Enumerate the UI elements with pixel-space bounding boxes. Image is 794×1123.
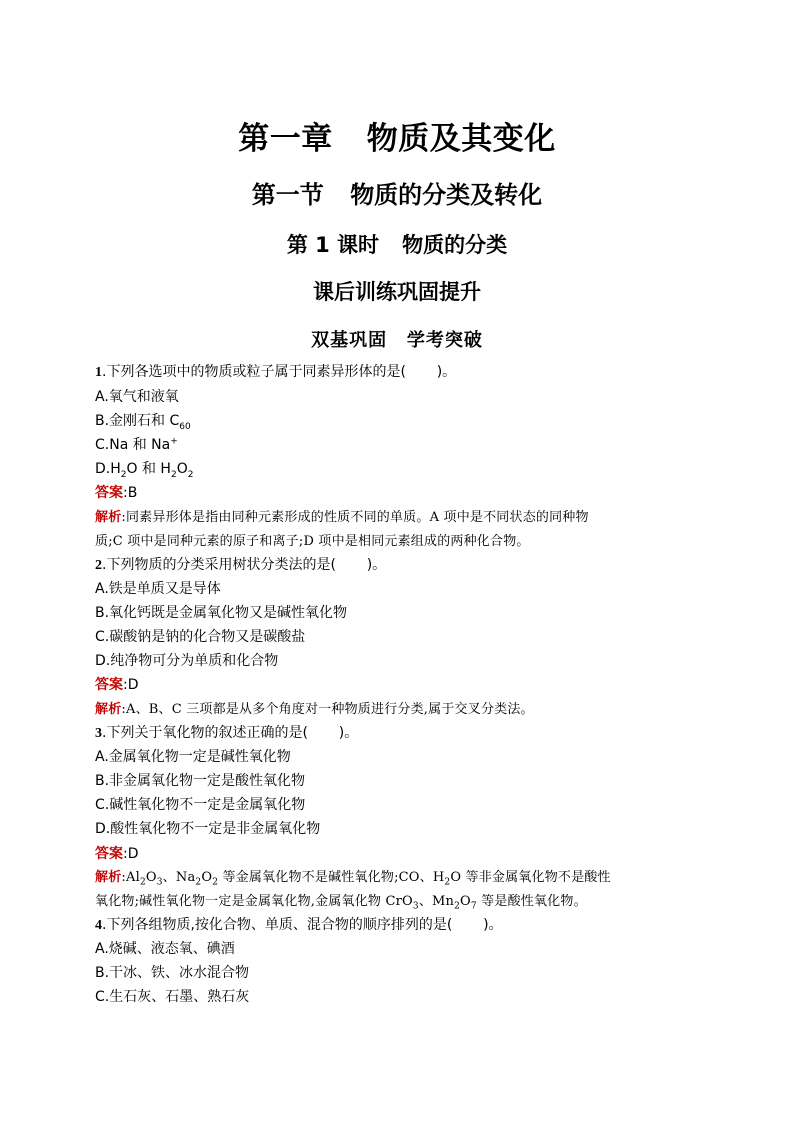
chapter-title: 物质及其变化 — [366, 121, 556, 157]
question-2-option-d: D.纯净物可分为单质和化合物 — [95, 653, 279, 669]
analysis-label: 解析 — [95, 870, 122, 885]
question-1-analysis-line-1 — [95, 509, 589, 527]
answer-value: :D — [123, 846, 139, 862]
subscript: 2 — [170, 469, 177, 480]
question-1-option-d — [95, 460, 193, 478]
question-number: 4 — [95, 918, 102, 933]
stem-text: .下列各选项中的物质或粒子属于同素异形体的是( — [102, 364, 406, 380]
subscript: 7 — [470, 901, 477, 912]
subscript: 2 — [120, 469, 127, 480]
formula-part: O 和 H — [126, 461, 171, 477]
question-3-option-d: D.酸性氧化物不一定是非金属氧化物 — [95, 821, 321, 837]
option-text: B.金刚石和 C — [95, 413, 180, 429]
question-2-stem — [95, 556, 386, 575]
analysis-text: 等金属氧化物不是碱性氧化物;CO、H — [218, 870, 445, 885]
subscript: 2 — [454, 901, 461, 912]
stem-text: .下列各组物质,按化合物、单质、混合物的顺序排列的是( — [102, 917, 453, 933]
analysis-label: 解析 — [95, 702, 122, 717]
question-4-stem — [95, 916, 503, 935]
subsection-b: 学考突破 — [406, 330, 483, 351]
analysis-text: 氧化物;碱性氧化物一定是金属氧化物,金属氧化物 CrO — [95, 894, 413, 909]
question-1-answer — [95, 484, 137, 502]
question-3-answer — [95, 845, 139, 863]
analysis-text: O — [145, 870, 157, 885]
subscript: 3 — [412, 901, 419, 912]
question-2-option-c: C.碳酸钠是钠的化合物又是碳酸盐 — [95, 629, 306, 645]
question-4-option-b: B.干冰、铁、冰水混合物 — [95, 965, 250, 981]
question-1-stem — [95, 363, 456, 382]
question-3-analysis-line-2 — [95, 893, 587, 911]
analysis-text: O 等非金属氧化物不是酸性 — [450, 870, 611, 885]
question-3-option-b: B.非金属氧化物一定是酸性氧化物 — [95, 773, 306, 789]
subscript: 2 — [195, 877, 202, 888]
section-number: 第一节 — [251, 181, 324, 209]
analysis-text: 、Na — [162, 870, 196, 885]
question-3-stem — [95, 724, 358, 743]
answer-label: 答案 — [95, 485, 123, 501]
question-1-option-a: A.氧气和液氧 — [95, 389, 179, 405]
section-title: 物质的分类及转化 — [350, 181, 543, 209]
analysis-text: 等是酸性氧化物。 — [476, 894, 587, 909]
formula-part: O — [176, 461, 188, 477]
question-number: 3 — [95, 726, 102, 741]
answer-label: 答案 — [95, 677, 123, 693]
question-number: 1 — [95, 365, 102, 380]
exercise-heading: 课后训练巩固提升 — [313, 280, 481, 304]
analysis-text: O — [201, 870, 213, 885]
subscript: 2 — [187, 469, 194, 480]
answer-value: :B — [123, 485, 138, 501]
analysis-text: :A、B、C 三项都是从多个角度对一种物质进行分类,属于交叉分类法。 — [121, 702, 534, 717]
subscript: 60 — [179, 421, 191, 432]
question-1-option-b — [95, 412, 191, 430]
question-2-analysis — [95, 701, 534, 719]
answer-value: :D — [123, 677, 139, 693]
analysis-text: :同素异形体是指由同种元素形成的性质不同的单质。A 项中是不同状态的同种物 — [121, 510, 589, 525]
question-2-option-b: B.氧化钙既是金属氧化物又是碱性氧化物 — [95, 605, 348, 621]
question-4-option-c: C.生石灰、石墨、熟石灰 — [95, 989, 250, 1005]
subscript: 2 — [444, 877, 451, 888]
chapter-number: 第一章 — [238, 121, 333, 157]
analysis-label: 解析 — [95, 510, 122, 525]
subscript: 2 — [139, 877, 146, 888]
stem-end: )。 — [338, 725, 359, 741]
subsection-heading — [0, 326, 794, 352]
stem-text: .下列关于氧化物的叙述正确的是( — [102, 725, 308, 741]
question-3-analysis-line-1 — [95, 869, 611, 887]
formula-part: D.H — [95, 461, 121, 477]
question-1-option-c — [95, 436, 178, 454]
option-text: C.Na 和 Na — [95, 437, 171, 453]
analysis-text: 、Mn — [418, 894, 455, 909]
question-2-answer — [95, 676, 139, 694]
chapter-heading — [0, 113, 794, 158]
answer-label: 答案 — [95, 846, 123, 862]
stem-end: )。 — [483, 917, 503, 933]
question-3-option-c: C.碱性氧化物不一定是金属氧化物 — [95, 797, 306, 813]
section-heading — [0, 175, 794, 210]
question-1-analysis-line-2: 质;C 项中是同种元素的原子和离子;D 项中是相同元素组成的两种化合物。 — [95, 534, 530, 549]
analysis-text: O — [460, 894, 471, 909]
subscript: 2 — [212, 877, 219, 888]
lesson-number: 第 1 课时 — [286, 233, 380, 257]
stem-text: .下列物质的分类采用树状分类法的是( — [102, 557, 336, 573]
subsection-a: 双基巩固 — [311, 330, 388, 351]
analysis-text: :Al — [121, 870, 140, 885]
subscript: 3 — [156, 877, 163, 888]
question-3-option-a: A.金属氧化物一定是碱性氧化物 — [95, 749, 291, 765]
superscript: + — [170, 436, 178, 447]
stem-end: )。 — [366, 557, 387, 573]
lesson-heading — [0, 229, 794, 259]
question-number: 2 — [95, 558, 102, 573]
lesson-title: 物质的分类 — [402, 233, 508, 257]
question-2-option-a: A.铁是单质又是导体 — [95, 581, 221, 597]
question-4-option-a: A.烧碱、液态氧、碘酒 — [95, 941, 235, 957]
stem-end: )。 — [436, 364, 457, 380]
